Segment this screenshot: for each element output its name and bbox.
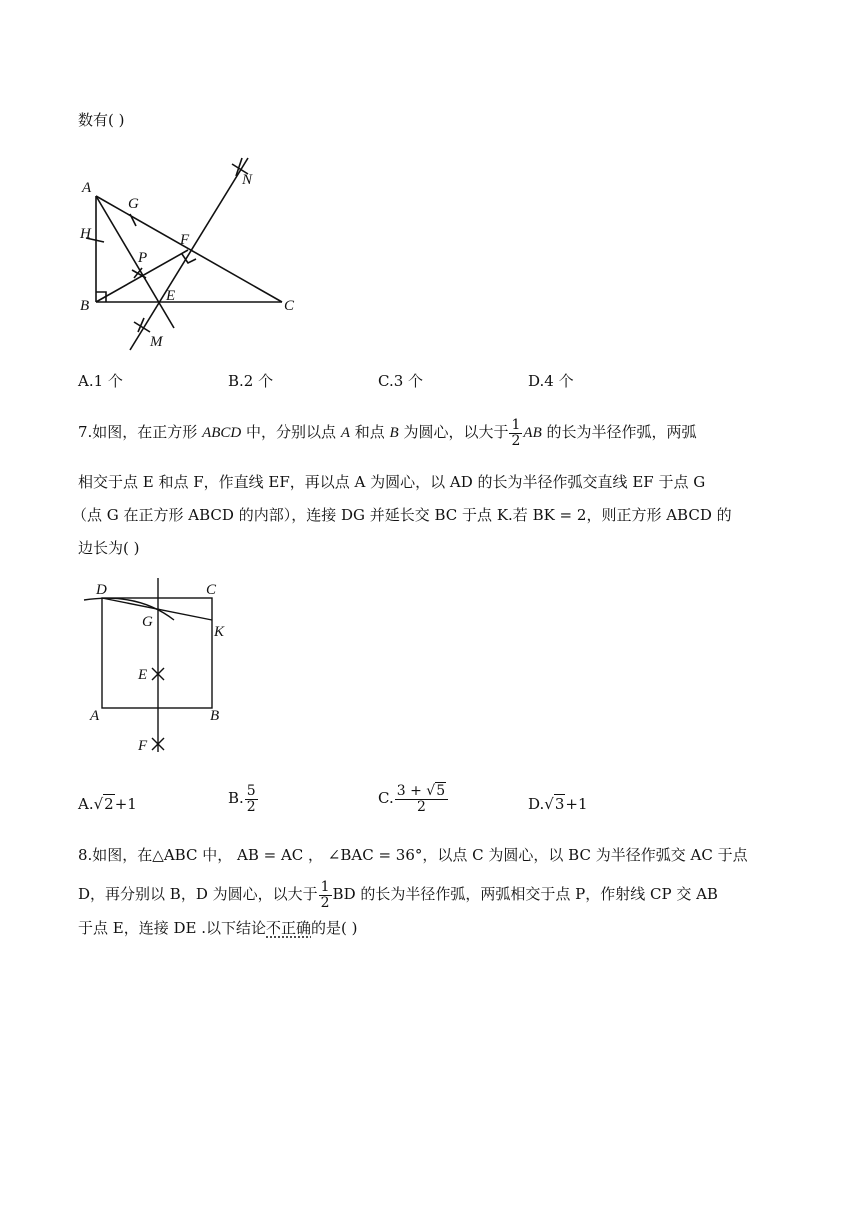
q7-option-d: D.√3+1 (528, 795, 588, 813)
q7-label-a: A (90, 708, 100, 724)
q6-label-g: G (128, 196, 139, 212)
q7-option-c: C. $\frac{3 + √5}{2}$ (378, 784, 449, 814)
q6-label-a: A (82, 180, 92, 196)
q7-line3: （点 G 在正方形 ABCD 的内部），连接 DG 并延长交 BC 于点 K.若 BK = 2，则正方形 ABCD 的 (72, 506, 732, 524)
q6-figure (72, 150, 312, 360)
q6-tail-text: 数有( ) (78, 111, 125, 129)
q7-option-a: A.√2+1 (78, 795, 137, 813)
q7-label-c: C (206, 582, 217, 598)
q7-label-k: K (214, 624, 225, 640)
q7-label-f: F (138, 738, 148, 754)
q7-figure (78, 572, 258, 762)
q8-emphasis-text: 不正确 (266, 919, 312, 937)
q7-label-g: G (142, 614, 153, 630)
q6-label-f: F (180, 232, 190, 248)
q7-fraction-half: $\frac{1}{2}$ (511, 416, 521, 449)
q6-label-p: P (138, 250, 148, 266)
q6-line-ae (96, 196, 174, 328)
q6-label-b: B (80, 298, 90, 314)
q7-option-b: B. $\frac{5}{2}$ (228, 783, 256, 815)
q6-label-m: M (150, 334, 163, 350)
q7-line2: 相交于点 E 和点 F，作直线 EF，再以点 A 为圆心，以 AD 的长为半径作弧交直线 EF 于点 G (78, 473, 706, 491)
q8-line2: D，再分别以 B，D 为圆心，以大于 $\frac{1}{2}$ BD 的长为半径作弧，两弧相交于点 P，作射线 CP 交 AB (78, 878, 718, 911)
q7-label-e: E (138, 667, 148, 683)
q8-line3: 于点 E，连接 DE .以下结论不正确的是( ) (78, 919, 358, 937)
q6-label-n: N (242, 172, 253, 188)
q7-square (102, 598, 212, 708)
q6-option-d: D.4 个 (528, 372, 574, 390)
q7-label-d: D (96, 582, 107, 598)
q6-label-h: H (80, 226, 91, 242)
q6-label-e: E (166, 288, 176, 304)
q7-line1: 7.如图，在正方形 ABCD 中，分别以点 A 和点 B 为圆心，以大于 $\frac{1}{2}$ AB 的长为半径作弧，两弧 (78, 416, 697, 449)
q7-line4: 边长为( ) (78, 539, 140, 557)
q6-line-mn (130, 158, 248, 350)
q8-line1: 8.如图，在△ABC 中， AB = AC ， ∠BAC = 36°，以点 C 为圆心，以 BC 为半径作弧交 AC 于点 (78, 846, 748, 864)
q6-option-b: B.2 个 (228, 372, 274, 390)
q8-fraction-half: $\frac{1}{2}$ (320, 878, 330, 911)
q6-option-a: A.1 个 (78, 372, 123, 390)
q6-tick-g (130, 214, 136, 226)
q7-label-b: B (210, 708, 220, 724)
q6-option-c: C.3 个 (378, 372, 424, 390)
q6-label-c: C (284, 298, 295, 314)
